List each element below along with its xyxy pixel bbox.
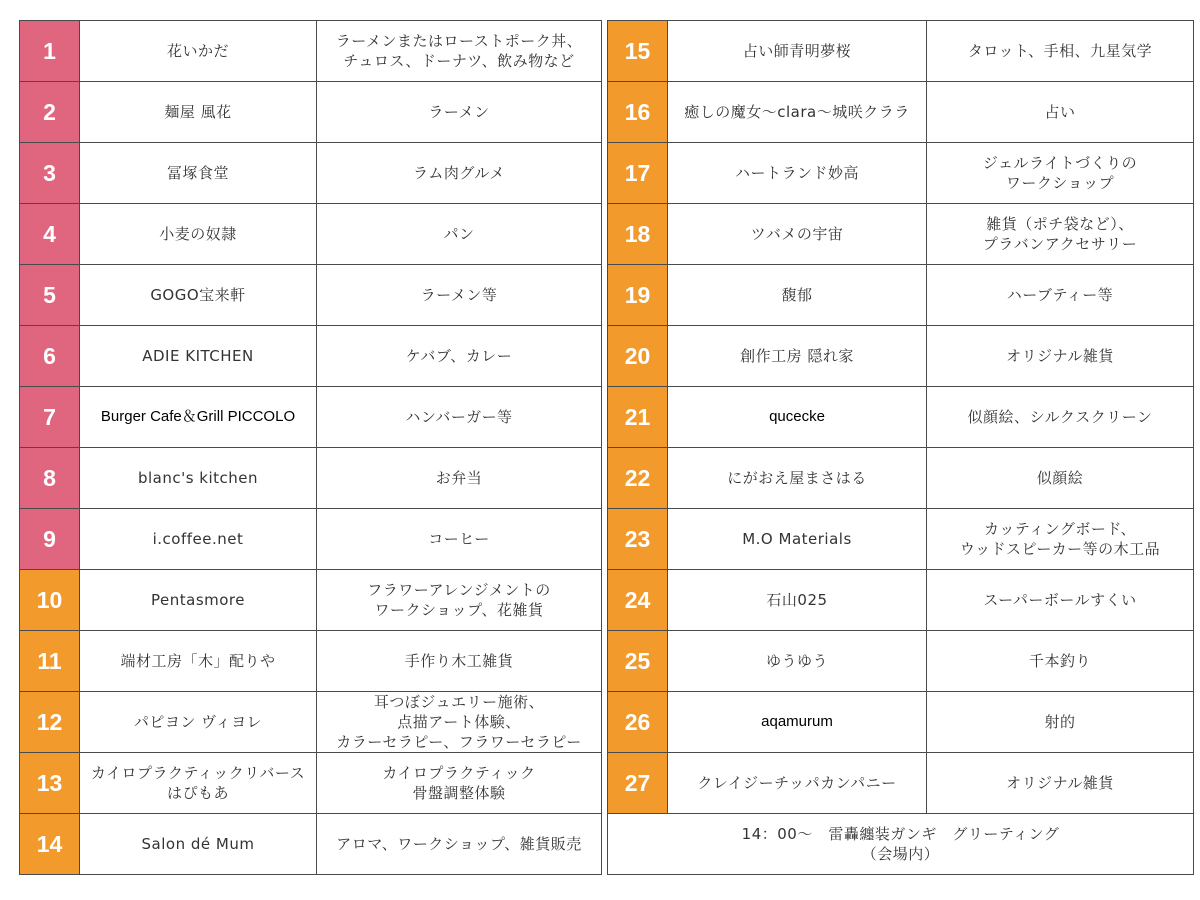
vendor-row xyxy=(608,143,1194,204)
vendor-row xyxy=(20,753,602,814)
vendor-items: オリジナル雑貨 xyxy=(927,326,1194,387)
vendor-row xyxy=(20,448,602,509)
vendor-row xyxy=(20,326,602,387)
vendor-items: コーヒー xyxy=(317,509,602,570)
vendor-name: クレイジーチッパカンパニー xyxy=(668,753,927,814)
vendor-row xyxy=(20,631,602,692)
vendor-number-badge: 4 xyxy=(20,204,80,265)
vendor-row xyxy=(608,448,1194,509)
vendor-number-badge: 2 xyxy=(20,82,80,143)
vendor-items: ラム肉グルメ xyxy=(317,143,602,204)
vendor-row xyxy=(20,143,602,204)
vendor-name: 麺屋 風花 xyxy=(80,82,317,143)
vendor-number-badge: 11 xyxy=(20,631,80,692)
vendor-number-badge: 8 xyxy=(20,448,80,509)
vendor-items: アロマ、ワークショップ、雑貨販売 xyxy=(317,814,602,875)
vendor-name: Burger Cafe＆Grill PICCOLO xyxy=(80,387,317,448)
vendor-number-badge: 14 xyxy=(20,814,80,875)
vendor-name: i.coffee.net xyxy=(80,509,317,570)
vendor-number-badge: 26 xyxy=(608,692,668,753)
vendor-number-badge: 15 xyxy=(608,21,668,82)
vendor-name: blanc's kitchen xyxy=(80,448,317,509)
vendor-row xyxy=(20,387,602,448)
vendor-number-badge: 20 xyxy=(608,326,668,387)
vendor-items: 似顔絵 xyxy=(927,448,1194,509)
vendor-items: 千本釣り xyxy=(927,631,1194,692)
vendor-row xyxy=(20,21,602,82)
vendor-name: GOGO宝来軒 xyxy=(80,265,317,326)
vendor-items: ジェルライトづくりの ワークショップ xyxy=(927,143,1194,204)
vendor-row xyxy=(608,692,1194,753)
vendor-name: 端材工房「木」配りや xyxy=(80,631,317,692)
vendor-name: 小麦の奴隷 xyxy=(80,204,317,265)
vendor-items: ハンバーガー等 xyxy=(317,387,602,448)
vendor-number-badge: 18 xyxy=(608,204,668,265)
vendor-row xyxy=(20,204,602,265)
vendor-number-badge: 9 xyxy=(20,509,80,570)
vendor-name: aqamurum xyxy=(668,692,927,753)
vendor-items: カイロプラクティック 骨盤調整体験 xyxy=(317,753,602,814)
vendor-number-badge: 17 xyxy=(608,143,668,204)
vendor-number-badge: 25 xyxy=(608,631,668,692)
vendor-items: 手作り木工雑貨 xyxy=(317,631,602,692)
vendor-name: 冨塚食堂 xyxy=(80,143,317,204)
vendor-name: 癒しの魔女〜clara〜城咲クララ xyxy=(668,82,927,143)
vendor-row xyxy=(20,265,602,326)
vendor-name: ツバメの宇宙 xyxy=(668,204,927,265)
vendor-name: 占い師青明夢桜 xyxy=(668,21,927,82)
vendor-name: M.O Materials xyxy=(668,509,927,570)
vendor-row xyxy=(20,570,602,631)
vendor-name: Pentasmore xyxy=(80,570,317,631)
vendor-table-left xyxy=(19,20,602,875)
vendor-table-right-body xyxy=(608,21,1194,875)
vendor-name: 馥郁 xyxy=(668,265,927,326)
vendor-table-left-body xyxy=(20,21,602,875)
vendor-number-badge: 22 xyxy=(608,448,668,509)
vendor-name: ADIE KITCHEN xyxy=(80,326,317,387)
vendor-row xyxy=(608,509,1194,570)
vendor-row xyxy=(20,82,602,143)
vendor-items: 占い xyxy=(927,82,1194,143)
vendor-row xyxy=(608,631,1194,692)
vendor-items: お弁当 xyxy=(317,448,602,509)
vendor-row xyxy=(608,82,1194,143)
vendor-items: カッティングボード、 ウッドスピーカー等の木工品 xyxy=(927,509,1194,570)
vendor-items: ハーブティー等 xyxy=(927,265,1194,326)
vendor-number-badge: 3 xyxy=(20,143,80,204)
vendor-number-badge: 24 xyxy=(608,570,668,631)
vendor-row xyxy=(20,509,602,570)
vendor-number-badge: 21 xyxy=(608,387,668,448)
vendor-items: タロット、手相、九星気学 xyxy=(927,21,1194,82)
vendor-items: パン xyxy=(317,204,602,265)
vendor-name: ゆうゆう xyxy=(668,631,927,692)
vendor-number-badge: 13 xyxy=(20,753,80,814)
vendor-number-badge: 7 xyxy=(20,387,80,448)
vendor-row xyxy=(608,753,1194,814)
vendor-name: カイロプラクティックリバース はぴもあ xyxy=(80,753,317,814)
vendor-row xyxy=(20,692,602,753)
vendor-name: 創作工房 隠れ家 xyxy=(668,326,927,387)
vendor-items: スーパーボールすくい xyxy=(927,570,1194,631)
vendor-items: ラーメン等 xyxy=(317,265,602,326)
vendor-name: qucecke xyxy=(668,387,927,448)
vendor-items: フラワーアレンジメントの ワークショップ、花雑貨 xyxy=(317,570,602,631)
vendor-number-badge: 10 xyxy=(20,570,80,631)
vendor-table-right xyxy=(607,20,1194,875)
vendor-items: ラーメン xyxy=(317,82,602,143)
vendor-items: ラーメンまたはローストポーク丼、 チュロス、ドーナツ、飲み物など xyxy=(317,21,602,82)
greeting-notice: 14：00〜 雷轟纏装ガンギ グリーティング （会場内） xyxy=(608,814,1194,875)
vendor-row xyxy=(608,570,1194,631)
notice-row xyxy=(608,814,1194,875)
vendor-row xyxy=(608,21,1194,82)
vendor-name: Salon dé Mum xyxy=(80,814,317,875)
vendor-number-badge: 12 xyxy=(20,692,80,753)
vendor-number-badge: 27 xyxy=(608,753,668,814)
vendor-items: 耳つぼジュエリー施術、 点描アート体験、 カラーセラピー、フラワーセラピー xyxy=(317,692,602,753)
vendor-row xyxy=(608,387,1194,448)
vendor-name: にがおえ屋まさはる xyxy=(668,448,927,509)
vendor-number-badge: 6 xyxy=(20,326,80,387)
vendor-items: 似顔絵、シルクスクリーン xyxy=(927,387,1194,448)
vendor-row xyxy=(608,265,1194,326)
vendor-number-badge: 16 xyxy=(608,82,668,143)
vendor-row xyxy=(608,326,1194,387)
vendor-items: ケバブ、カレー xyxy=(317,326,602,387)
vendor-name: 石山025 xyxy=(668,570,927,631)
vendor-number-badge: 19 xyxy=(608,265,668,326)
vendor-name: パピヨン ヴィヨレ xyxy=(80,692,317,753)
vendor-row xyxy=(20,814,602,875)
vendor-number-badge: 23 xyxy=(608,509,668,570)
vendor-items: 雑貨（ポチ袋など）、 プラバンアクセサリー xyxy=(927,204,1194,265)
vendor-name: ハートランド妙高 xyxy=(668,143,927,204)
vendor-number-badge: 1 xyxy=(20,21,80,82)
vendor-items: オリジナル雑貨 xyxy=(927,753,1194,814)
vendor-number-badge: 5 xyxy=(20,265,80,326)
vendor-name: 花いかだ xyxy=(80,21,317,82)
vendor-row xyxy=(608,204,1194,265)
vendor-items: 射的 xyxy=(927,692,1194,753)
